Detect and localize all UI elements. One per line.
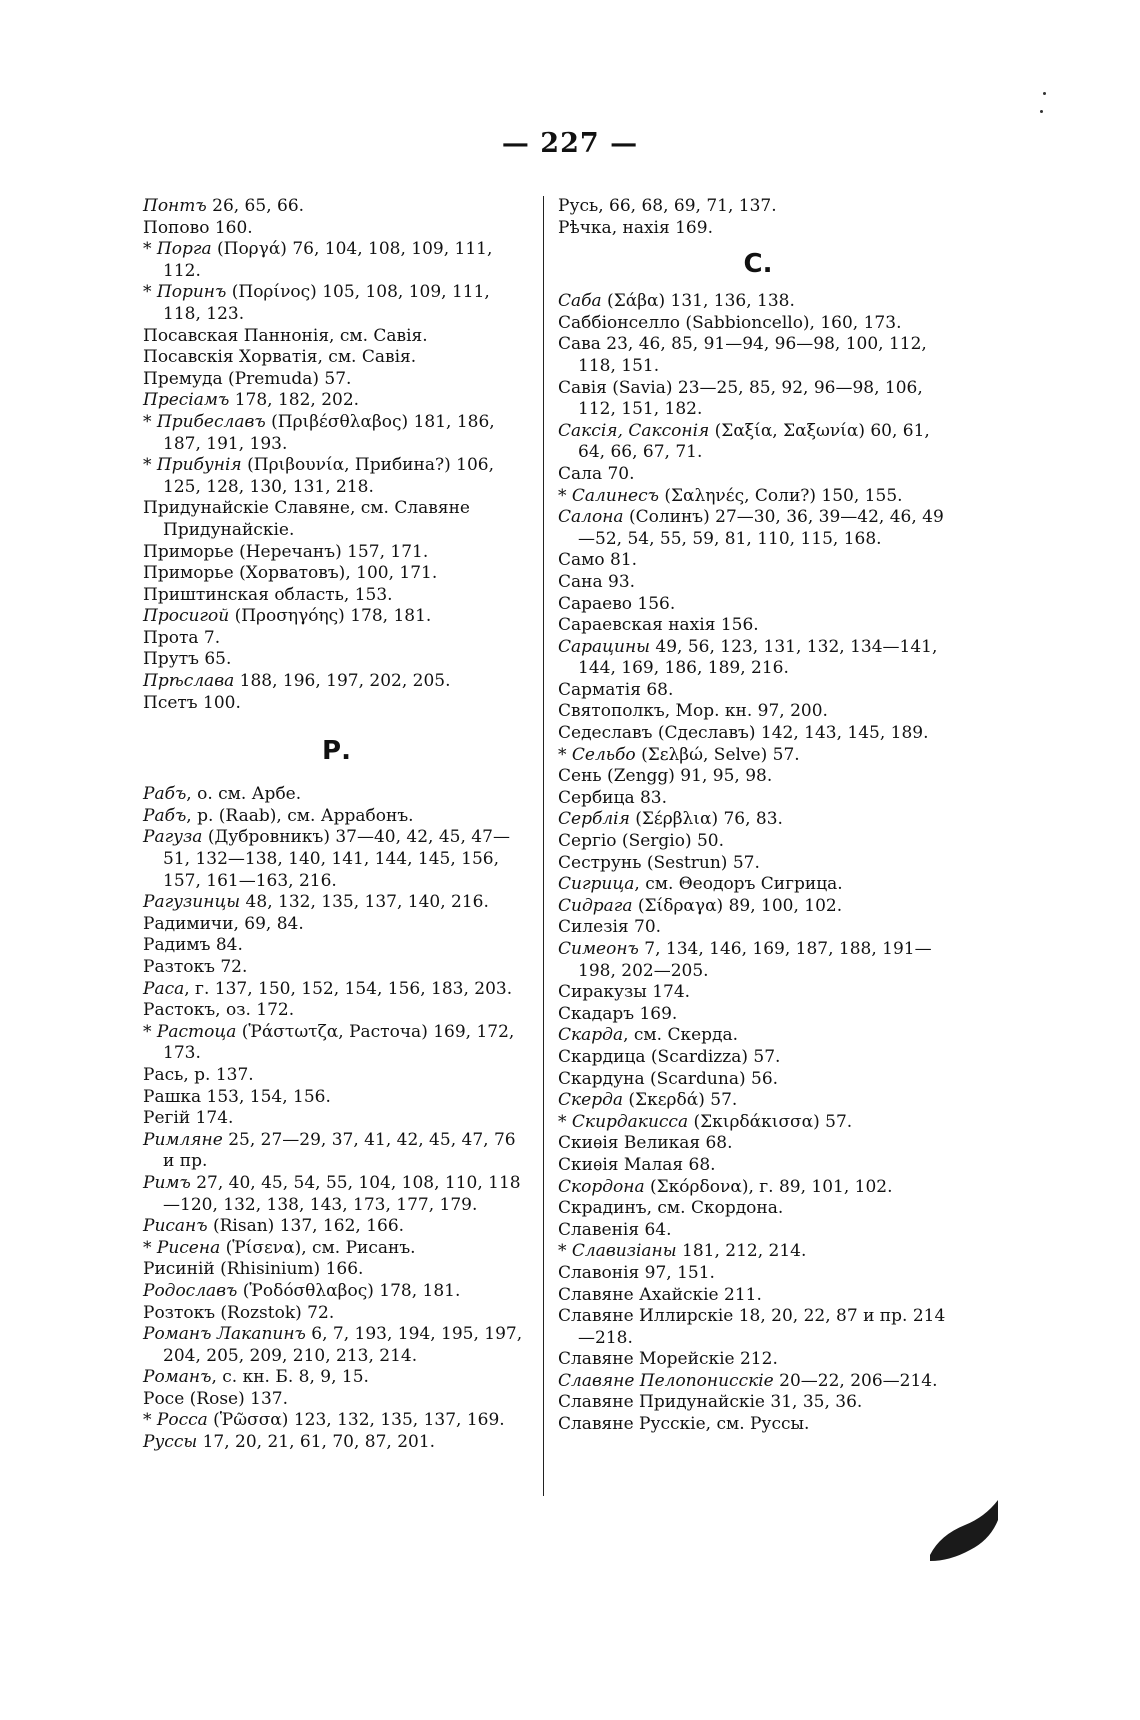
index-entry: [558, 1285, 958, 1307]
entry-references: Скрадинъ, см. Скордона.: [558, 1198, 784, 1219]
index-entry: [558, 1112, 958, 1134]
index-entry: [143, 1065, 530, 1087]
entry-references: (Ποργά) 76, 104, 108, 109, 111, 112.: [163, 239, 493, 281]
entry-references: Рисиній (Rhisinium) 166.: [143, 1259, 364, 1280]
entry-references: (Σαξία, Σαξωνία) 60, 61, 64, 66, 67, 71.: [578, 420, 930, 463]
entry-references: 17, 20, 21, 61, 70, 87, 201.: [197, 1432, 436, 1453]
index-entry: [558, 507, 958, 550]
entry-references: (Дубровникъ) 37—40, 42, 45, 47—51, 132—138, 140, 141, 144, 145, 156, 157, 161—163, 216.: [163, 827, 510, 891]
entry-references: Скадаръ 169.: [558, 1003, 678, 1024]
index-entry: [558, 421, 958, 464]
index-entry: [558, 831, 958, 853]
column-divider: [543, 196, 544, 1496]
entry-references: , см. Скерда.: [623, 1025, 739, 1046]
index-entry: [558, 1090, 958, 1112]
index-column-left: [143, 196, 530, 1454]
entry-references: 178, 182, 202.: [229, 390, 360, 411]
entry-references: (Ῥοδόσθλαβος) 178, 181.: [237, 1280, 461, 1301]
entry-references: 49, 56, 123, 131, 132, 134—141, 144, 169, 186, 189, 216.: [578, 636, 938, 679]
entry-headword: Понтъ: [143, 196, 207, 216]
index-entry: [143, 827, 530, 892]
entry-references: Скиѳія Малая 68.: [558, 1154, 716, 1175]
entry-references: Рѣчка, нахія 169.: [558, 217, 713, 238]
section-letter-s: С.: [743, 249, 773, 280]
index-entry: [558, 1392, 958, 1414]
entry-headword: Просигой: [143, 606, 230, 627]
entry-references: Приморье (Неречанъ) 157, 171.: [143, 541, 429, 562]
entry-references: Сава 23, 46, 85, 91—94, 96—98, 100, 112, 118, 151.: [558, 334, 927, 376]
ink-blot-mark: [920, 1495, 1000, 1565]
index-entry: [558, 1198, 958, 1220]
entry-headword: * Прибунія: [143, 455, 242, 476]
index-entry: [558, 1371, 958, 1393]
entry-headword: * Поринъ: [143, 282, 227, 303]
index-entry: [143, 1410, 530, 1432]
index-entry: [143, 1130, 530, 1173]
index-entry: [143, 606, 530, 628]
index-entry: [143, 784, 530, 806]
index-column-right: [558, 196, 958, 1436]
index-entry: [558, 939, 958, 982]
entry-headword: Скарда: [558, 1025, 624, 1046]
entry-references: Росе (Rose) 137.: [143, 1388, 288, 1409]
index-entry: [558, 594, 958, 616]
entry-references: Сень (Zengg) 91, 95, 98.: [558, 766, 773, 787]
entry-references: 26, 65, 66.: [206, 196, 305, 216]
entry-headword: * Салинесъ: [558, 485, 659, 506]
entry-references: Седеславъ (Сдеславъ) 142, 143, 145, 189.: [558, 723, 929, 744]
index-entry: [558, 1155, 958, 1177]
entry-references: Сараевская нахія 156.: [558, 615, 759, 636]
entry-references: (Σελβώ, Selve) 57.: [635, 744, 800, 765]
index-entry: [143, 671, 530, 693]
index-entry: [143, 1324, 530, 1367]
entry-headword: * Славизіаны: [558, 1241, 677, 1262]
entry-references: (Σκιρδάκισσα) 57.: [688, 1111, 853, 1132]
entry-headword: * Растоца: [143, 1021, 237, 1042]
index-entry: [558, 334, 958, 377]
ink-speck: [1043, 92, 1046, 95]
index-entry: [558, 1069, 958, 1091]
index-entry: [558, 313, 958, 335]
entry-references: Скиѳія Великая 68.: [558, 1133, 733, 1154]
index-entry: [143, 628, 530, 650]
index-entry: [558, 196, 958, 218]
index-entry: [558, 464, 958, 486]
entry-references: Савія (Savia) 23—25, 85, 92, 96—98, 106, 112, 151, 182.: [558, 377, 923, 420]
index-entry: [558, 1414, 958, 1436]
entry-references: Сербица 83.: [558, 787, 668, 808]
entry-references: (Πριβουνία, Прибина?) 106, 125, 128, 130, 131, 218.: [163, 455, 494, 497]
entry-references: (Ῥῶσσα) 123, 132, 135, 137, 169.: [207, 1410, 505, 1431]
index-entry: [143, 1259, 530, 1281]
entry-references: 188, 196, 197, 202, 205.: [234, 671, 451, 692]
entry-headword: Романъ Лакапинъ: [143, 1324, 306, 1345]
index-entry: [558, 572, 958, 594]
entries-list-r-continued: [558, 196, 958, 239]
entry-references: (Προσηγόης) 178, 181.: [229, 606, 432, 627]
entry-references: Регій 174.: [143, 1108, 234, 1129]
index-entry: [143, 1216, 530, 1238]
entry-references: Славяне Ахайскіе 211.: [558, 1284, 762, 1305]
entry-references: (Σέρβλια) 76, 83.: [629, 809, 783, 830]
entry-headword: Сидрага: [558, 895, 633, 916]
entry-references: Посавскія Хорватія, см. Савія.: [143, 347, 417, 368]
entry-references: Славяне Иллирскіе 18, 20, 22, 87 и пр. 214—218.: [558, 1306, 946, 1348]
entry-references: , о. см. Арбе.: [186, 784, 302, 805]
section-letter-r: Р.: [322, 736, 351, 767]
index-entry: [143, 979, 530, 1001]
entries-list-p: [143, 196, 530, 714]
entry-headword: Руссы: [143, 1432, 198, 1453]
entry-headword: Родославъ: [143, 1280, 238, 1301]
entry-references: (Πορίνος) 105, 108, 109, 111, 118, 123.: [163, 282, 490, 324]
entry-references: (Πριβέσθλαβος) 181, 186, 187, 191, 193.: [163, 411, 495, 454]
index-entry: [143, 455, 530, 498]
entry-headword: * Скирдакисса: [558, 1111, 689, 1132]
index-entry: [143, 498, 530, 541]
index-entry: [143, 1000, 530, 1022]
entry-references: 25, 27—29, 37, 41, 42, 45, 47, 76 и пр.: [163, 1129, 516, 1172]
index-entry: [558, 680, 958, 702]
index-entry: [558, 291, 958, 313]
index-entry: [143, 239, 530, 282]
entry-headword: Серблія: [558, 809, 630, 830]
entry-references: Приморье (Хорватовъ), 100, 171.: [143, 563, 438, 584]
index-entry: [558, 1177, 958, 1199]
index-entry: [143, 196, 530, 218]
index-entry: [143, 1281, 530, 1303]
entry-headword: Прѣслава: [143, 671, 235, 692]
entry-references: Радимичи, 69, 84.: [143, 913, 304, 934]
index-entry: [143, 1238, 530, 1260]
entry-references: (Σκερδά) 57.: [623, 1090, 738, 1111]
index-entry: [558, 896, 958, 918]
entry-headword: * Рисена: [143, 1237, 221, 1258]
entry-headword: * Сельбо: [558, 744, 636, 765]
entry-references: Скардуна (Scarduna) 56.: [558, 1068, 779, 1089]
index-entry: [143, 935, 530, 957]
entry-references: (Σκόρδονα), г. 89, 101, 102.: [644, 1176, 893, 1197]
entry-headword: Романъ: [143, 1367, 212, 1388]
entry-references: Приштинская область, 153.: [143, 584, 393, 605]
index-entry: [143, 347, 530, 369]
entry-headword: Раса: [143, 978, 185, 999]
entry-references: Псетъ 100.: [143, 692, 241, 713]
index-entry: [143, 218, 530, 240]
index-entry: [143, 806, 530, 828]
entry-references: Придунайскіе Славяне, см. Славяне Придунайскіе.: [143, 498, 470, 540]
entry-headword: Скерда: [558, 1090, 624, 1111]
index-entry: [143, 1087, 530, 1109]
entry-references: Славяне Придунайскіе 31, 35, 36.: [558, 1392, 863, 1413]
entry-references: Само 81.: [558, 550, 638, 571]
index-entry: [143, 1108, 530, 1130]
index-entry: [558, 1047, 958, 1069]
index-entry: [143, 563, 530, 585]
index-entry: [558, 874, 958, 896]
index-entry: [558, 723, 958, 745]
entry-references: Премуда (Premuda) 57.: [143, 368, 352, 389]
index-entry: [143, 957, 530, 979]
entry-references: Сиракузы 174.: [558, 982, 691, 1003]
entry-references: Сана 93.: [558, 571, 636, 592]
entry-references: 7, 134, 146, 169, 187, 188, 191—198, 202—205.: [578, 939, 932, 981]
entry-references: Сергіо (Sergio) 50.: [558, 831, 725, 852]
index-entry: [143, 1022, 530, 1065]
entry-references: Славяне Морейскіе 212.: [558, 1349, 778, 1370]
index-entry: [558, 378, 958, 421]
index-entry: [558, 1004, 958, 1026]
entry-references: Славяне Русскіе, см. Руссы.: [558, 1414, 810, 1435]
entry-references: Посавская Паннонія, см. Савія.: [143, 325, 428, 346]
entry-references: (Σαληνές, Соли?) 150, 155.: [658, 485, 903, 506]
index-entry: [143, 1367, 530, 1389]
entry-headword: Рабъ: [143, 805, 187, 826]
entry-references: (Σάβα) 131, 136, 138.: [601, 291, 795, 312]
index-entry: [558, 1349, 958, 1371]
entry-references: Силезія 70.: [558, 917, 662, 938]
index-entry: [558, 1025, 958, 1047]
entry-references: (Солинъ) 27—30, 36, 39—42, 46, 49—52, 54, 55, 59, 81, 110, 115, 168.: [578, 507, 944, 549]
entry-headword: Рагузинцы: [143, 892, 241, 913]
entry-references: 181, 212, 214.: [676, 1241, 807, 1262]
entry-references: , с. кн. Б. 8, 9, 15.: [211, 1367, 369, 1388]
index-entry: [143, 649, 530, 671]
entry-references: (Risan) 137, 162, 166.: [207, 1216, 405, 1237]
entry-headword: * Порга: [143, 239, 212, 260]
index-entry: [558, 1263, 958, 1285]
entry-references: Разтокъ 72.: [143, 957, 248, 977]
index-entry: [558, 745, 958, 767]
entry-headword: * Росса: [143, 1410, 208, 1431]
index-entry: [558, 637, 958, 680]
index-entry: [558, 853, 958, 875]
index-entry: [558, 917, 958, 939]
entry-references: Сала 70.: [558, 463, 635, 484]
entries-list-s: [558, 291, 958, 1435]
entry-references: Растокъ, оз. 172.: [143, 1000, 295, 1021]
entry-references: Розтокъ (Rozstok) 72.: [143, 1302, 335, 1323]
page-number: — 227 —: [501, 128, 639, 159]
index-entry: [143, 1173, 530, 1216]
index-entry: [558, 218, 958, 240]
entry-references: , г. 137, 150, 152, 154, 156, 183, 203.: [184, 978, 513, 999]
entry-references: 48, 132, 135, 137, 140, 216.: [240, 892, 489, 913]
entry-references: Попово 160.: [143, 217, 253, 238]
entry-references: , р. (Raab), см. Аррабонъ.: [186, 805, 414, 826]
entry-references: (Ῥάστωτζα, Расточа) 169, 172, 173.: [163, 1021, 515, 1064]
index-entry: [558, 701, 958, 723]
entry-references: Рась, р. 137.: [143, 1064, 254, 1085]
entry-headword: Салона: [558, 507, 624, 528]
entry-references: (Ῥίσενα), см. Рисанъ.: [220, 1237, 416, 1258]
entry-headword: Скордона: [558, 1176, 645, 1197]
index-entry: [558, 809, 958, 831]
entry-references: Сараево 156.: [558, 593, 676, 614]
entry-headword: Сигрица: [558, 874, 635, 895]
entry-headword: Саксія, Саксонія: [558, 420, 710, 441]
index-entry: [143, 282, 530, 325]
index-entry: [143, 1303, 530, 1325]
entry-references: Радимъ 84.: [143, 935, 243, 956]
index-entry: [143, 369, 530, 391]
entry-headword: * Прибеславъ: [143, 411, 266, 432]
entries-list-r: [143, 784, 530, 1453]
entry-references: Русь, 66, 68, 69, 71, 137.: [558, 196, 777, 216]
entry-headword: Славяне Пелопонисскіе: [558, 1370, 774, 1391]
entry-headword: Симеонъ: [558, 939, 639, 959]
index-entry: [558, 615, 958, 637]
entry-references: Прутъ 65.: [143, 649, 232, 670]
entry-references: Сеструнь (Sestrun) 57.: [558, 852, 760, 873]
entry-headword: Сарацины: [558, 636, 651, 657]
entry-references: Сарматія 68.: [558, 679, 674, 700]
entry-references: Скардица (Scardizza) 57.: [558, 1046, 781, 1067]
entry-references: 27, 40, 45, 54, 55, 104, 108, 110, 118—120, 132, 138, 143, 173, 177, 179.: [163, 1172, 521, 1215]
index-entry: [558, 1306, 958, 1349]
entry-headword: Пресіамъ: [143, 390, 230, 411]
index-entry: [143, 585, 530, 607]
entry-headword: Рагуза: [143, 827, 203, 848]
index-entry: [558, 1220, 958, 1242]
entry-references: Прота 7.: [143, 627, 221, 648]
entry-references: Святополкъ, Мор. кн. 97, 200.: [558, 701, 828, 722]
entry-headword: Римъ: [143, 1172, 191, 1193]
entry-references: (Σίδραγα) 89, 100, 102.: [632, 895, 843, 916]
index-entry: [143, 892, 530, 914]
index-entry: [143, 914, 530, 936]
index-entry: [143, 1389, 530, 1411]
entry-references: 6, 7, 193, 194, 195, 197, 204, 205, 209, 210, 213, 214.: [163, 1324, 523, 1366]
entry-references: , см. Θеодоръ Сигрица.: [634, 874, 843, 895]
entry-headword: Римляне: [143, 1129, 223, 1150]
index-entry: [143, 390, 530, 412]
index-entry: [143, 693, 530, 715]
entry-headword: Рабъ: [143, 784, 187, 805]
index-entry: [558, 1241, 958, 1263]
index-entry: [558, 1133, 958, 1155]
index-entry: [558, 982, 958, 1004]
index-entry: [143, 326, 530, 348]
index-entry: [558, 766, 958, 788]
entry-references: Рашка 153, 154, 156.: [143, 1086, 331, 1107]
entry-headword: Саба: [558, 291, 602, 312]
index-entry: [143, 412, 530, 455]
entry-headword: Рисанъ: [143, 1216, 208, 1237]
entry-references: Саббіонселло (Sabbioncello), 160, 173.: [558, 312, 902, 333]
index-entry: [558, 788, 958, 810]
index-entry: [558, 486, 958, 508]
ink-speck: [1040, 110, 1043, 113]
index-entry: [143, 1432, 530, 1454]
entry-references: Славонія 97, 151.: [558, 1262, 715, 1283]
entry-references: Славенія 64.: [558, 1219, 672, 1240]
entry-references: 20—22, 206—214.: [773, 1370, 938, 1391]
index-entry: [143, 542, 530, 564]
index-entry: [558, 550, 958, 572]
